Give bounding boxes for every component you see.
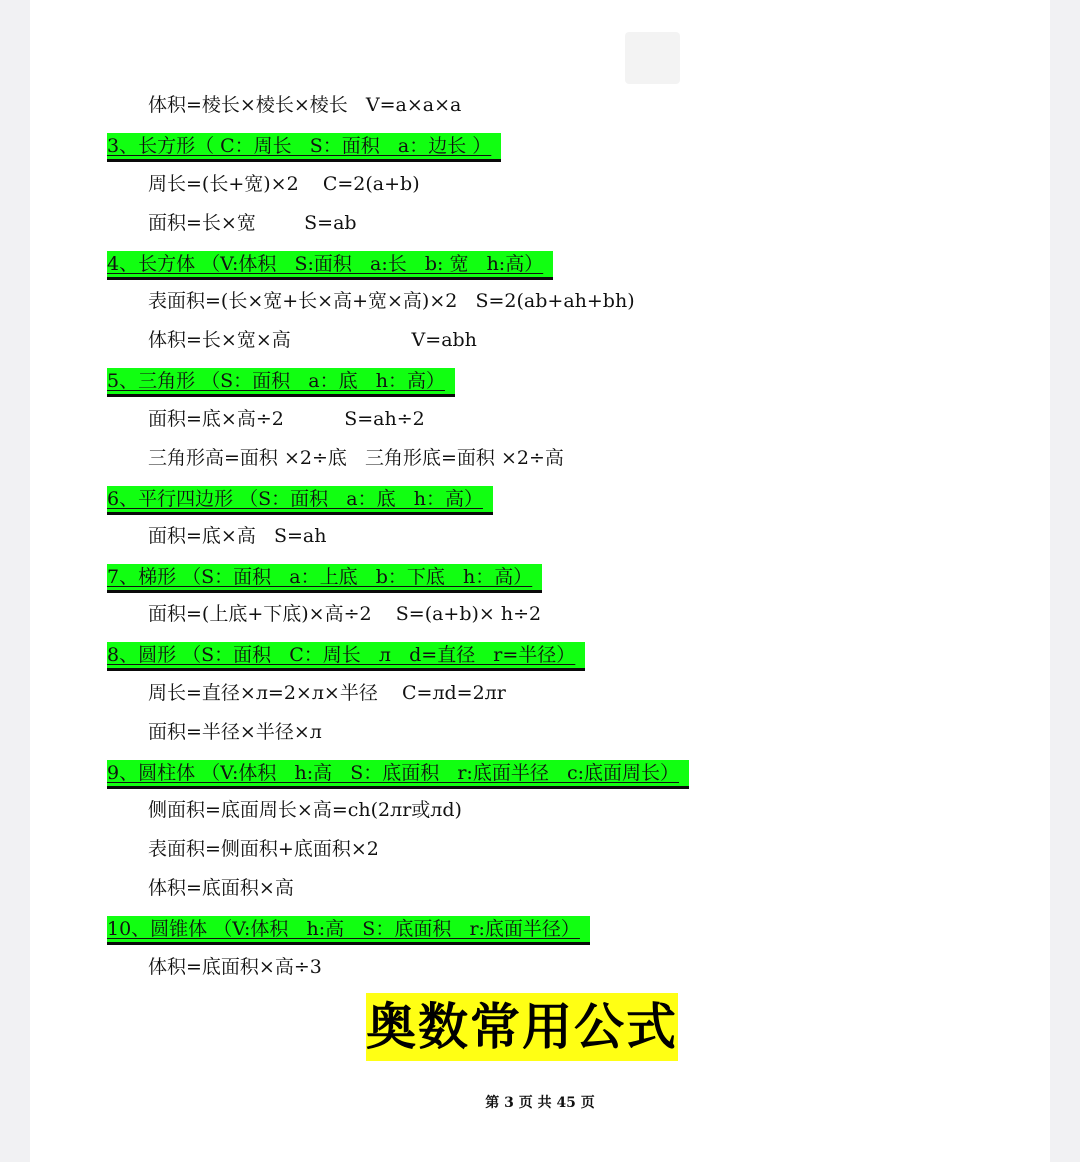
formula-line: 面积=底×高÷2 S=ah÷2 [148, 408, 425, 430]
formula-line: 侧面积=底面周长×高=ch(2лr或лd) [148, 799, 462, 821]
formula-line: 体积=长×宽×高 V=abh [148, 329, 477, 351]
scan-smudge [625, 32, 680, 84]
section-heading: 10、圆锥体 （V:体积 h:高 S：底面积 r:底面半径） [107, 916, 590, 942]
section-heading: 6、平行四边形 （S：面积 a：底 h：高） [107, 486, 493, 512]
formula-line: 面积=半径×半径×л [148, 721, 322, 743]
formula-line: 表面积=(长×宽+长×高+宽×高)×2 S=2(ab+ah+bh) [148, 290, 635, 312]
formula-line: 体积=底面积×高 [148, 877, 294, 899]
section-heading: 7、梯形 （S：面积 a：上底 b：下底 h：高） [107, 564, 542, 590]
section-heading: 8、圆形 （S：面积 C：周长 л d=直径 r=半径） [107, 642, 585, 668]
formula-line: 三角形高=面积 ×2÷底 三角形底=面积 ×2÷高 [148, 447, 564, 469]
section-heading: 3、长方形（ C：周长 S：面积 a：边长 ） [107, 133, 501, 159]
formula-line: 面积=(上底+下底)×高÷2 S=(a+b)× h÷2 [148, 603, 542, 625]
title-banner: 奥数常用公式 [366, 993, 678, 1061]
formula-line: 表面积=侧面积+底面积×2 [148, 838, 379, 860]
formula-line: 体积=底面积×高÷3 [148, 956, 322, 978]
page-number: 第 3 页 共 45 页 [485, 1095, 595, 1111]
formula-line: 面积=底×高 S=ah [148, 525, 327, 547]
section-heading: 4、长方体 （V:体积 S:面积 a:长 b: 宽 h:高） [107, 251, 553, 277]
formula-line: 周长=(长+宽)×2 C=2(a+b) [148, 173, 420, 195]
formula-line: 体积=棱长×棱长×棱长 V=a×a×a [148, 94, 462, 116]
section-heading: 5、三角形 （S：面积 a：底 h：高） [107, 368, 455, 394]
formula-line: 面积=长×宽 S=ab [148, 212, 357, 234]
section-heading: 9、圆柱体 （V:体积 h:高 S：底面积 r:底面半径 c:底面周长） [107, 760, 689, 786]
formula-line: 周长=直径×л=2×л×半径 C=лd=2лr [148, 682, 506, 704]
